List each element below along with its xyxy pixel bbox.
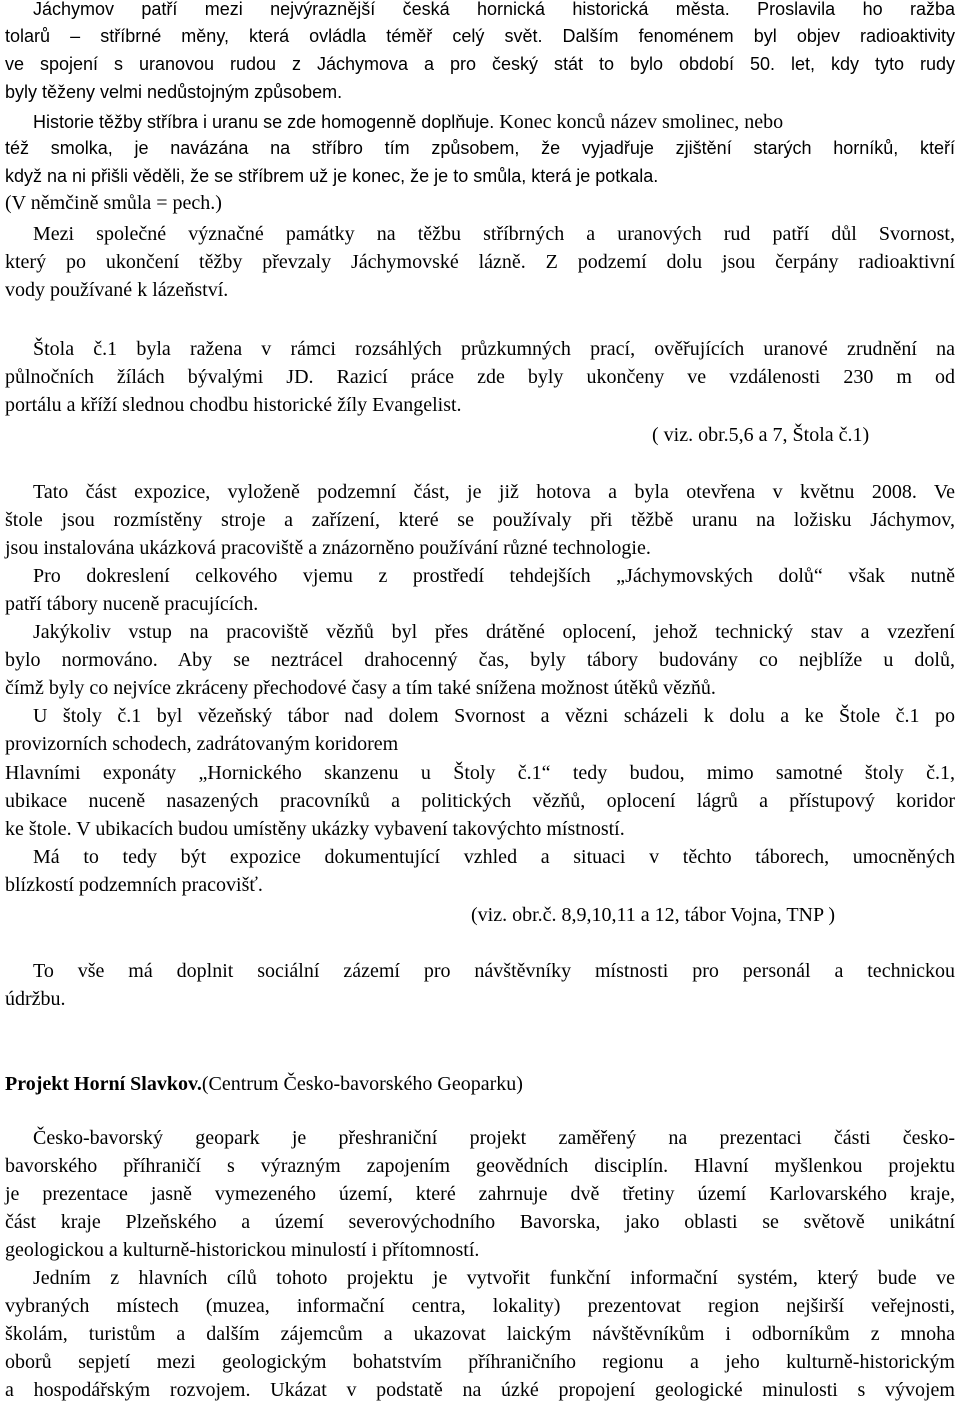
text-line: Jakýkoliv vstup na pracoviště vězňů byl přes drátěné oplocení, jehož technický stav a vzezření	[33, 621, 955, 643]
text-line: vybraných místech (muzea, informační centra, lokality) prezentovat region nejširší veřejnosti,	[5, 1295, 955, 1317]
text-line: Česko-bavorský geopark je přeshraniční projekt zaměřený na prezentaci části česko-	[33, 1127, 955, 1149]
section-heading-bold: Projekt Horní Slavkov.	[5, 1073, 202, 1095]
text-line: provizorních schodech, zadrátovaným koridorem	[5, 733, 399, 755]
text-line: Jáchymov patří mezi nejvýraznější česká hornická historická města. Proslavila ho ražba	[33, 0, 955, 19]
text-line: vody používané k lázeňství.	[5, 279, 229, 301]
text-line: a hospodářským rozvojem. Ukázat v podstatě na úzké propojení geologické minulosti s vývojem	[5, 1379, 955, 1401]
text-line: jsou instalována ukázková pracoviště a znázorněno používání různé technologie.	[5, 537, 651, 559]
text-line: je prezentace jasně vymezeného území, které zahrnuje dvě třetiny území Karlovarského kraje,	[5, 1183, 955, 1205]
text-line: Mezi společné význačné památky na těžbu stříbrných a uranových rud patří důl Svornost,	[33, 223, 955, 245]
history-lead: Historie těžby stříbra i uranu se zde homogenně doplňuje.	[33, 112, 495, 132]
text-line: portálu a kříží slednou chodbu historické žíly Evangelist.	[5, 394, 462, 416]
text-line: ubikace nuceně nasazených pracovníků a politických vězňů, oplocení lágrů a přístupový koridor	[5, 790, 955, 812]
section-heading-rest: (Centrum Česko-bavorského Geoparku)	[201, 1073, 523, 1095]
figure-reference: ( viz. obr.5,6 a 7, Štola č.1)	[652, 424, 870, 446]
text-line: Má to tedy být expozice dokumentující vzhled a situaci v těchto táborech, umocněných	[33, 846, 955, 868]
text-line: Hlavními exponáty „Hornického skanzenu u Štoly č.1“ tedy budou, mimo samotné štoly č.1,	[5, 762, 955, 784]
text-line: když na ni přišli věděli, že se stříbrem už je konec, že je to smůla, která je potkala.	[5, 166, 659, 186]
text-line: Tato část expozice, vyloženě podzemní část, je již hotova a byla otevřena v květnu 2008. Ve	[33, 481, 955, 503]
text-line: část kraje Plzeňského a území severovýchodního Bavorska, jako oblasti se světově unikátní	[5, 1211, 955, 1233]
text-line: štole jsou rozmístěny stroje a zařízení, které se používaly při těžbě uranu na ložisku Jáchymov,	[5, 509, 955, 531]
text-line: Štola č.1 byla ražena v rámci rozsáhlých průzkumných prací, ověřujících uranové zrudnění na	[33, 338, 955, 360]
text-line: patří tábory nuceně pracujících.	[5, 593, 259, 615]
text-line: školám, turistům a dalším zájemcům a ukazovat laickým návštěvníkům i odborníkům z mnoha	[5, 1323, 955, 1345]
text-line: čímž byly co nejvíce zkráceny přechodové časy a tím také snížena možnost útěků vězňů.	[5, 677, 716, 699]
text-line: ke štole. V ubikacích budou umístěny ukázky vybavení takovýchto místností.	[5, 818, 625, 840]
text-line: půlnočních žílách bývalými JD. Razicí práce zde byly ukončeny ve vzdálenosti 230 m od	[5, 366, 955, 388]
history-line	[33, 108, 783, 136]
text-line: oborů sepjetí mezi geologickým bohatstvím příhraničního regionu a jeho kulturně-historickým	[5, 1351, 955, 1373]
text-line: též smolka, je navázána na stříbro tím způsobem, že vyjadřuje zjištění starých horníků, kteří	[5, 138, 955, 158]
text-line: blízkostí podzemních pracovišť.	[5, 874, 263, 896]
text-line: bylo normováno. Aby se neztrácel drahocenný čas, byly tábory budovány co nejblíže u dolů,	[5, 649, 955, 671]
history-rest: Konec konců název smolinec, nebo	[499, 111, 784, 133]
figure-reference: (viz. obr.č. 8,9,10,11 a 12, tábor Vojna, TNP )	[471, 904, 836, 926]
text-line: U štoly č.1 byl vězeňský tábor nad dolem Svornost a vězni scházeli k dolu a ke Štole č.1 po	[33, 705, 955, 727]
text-line: údržbu.	[5, 988, 66, 1010]
text-line: Jedním z hlavních cílů tohoto projektu je vytvořit funkční informační systém, který bude ve	[33, 1267, 955, 1289]
section-heading	[5, 1070, 523, 1098]
text-line: byly těženy velmi nedůstojným způsobem.	[5, 82, 343, 102]
text-line: který po ukončení těžby převzaly Jáchymovské lázně. Z podzemí dolu jsou čerpány radioaktivní	[5, 251, 955, 273]
text-line: Pro dokreslení celkového vjemu z prostředí tehdejších „Jáchymovských dolů“ však nutně	[33, 565, 955, 587]
text-line: (V němčině smůla = pech.)	[5, 192, 222, 214]
text-line: geologickou a kulturně-historickou minulostí i přítomností.	[5, 1239, 480, 1261]
text-line: To vše má doplnit sociální zázemí pro návštěvníky místnosti pro personál a technickou	[33, 960, 955, 982]
text-line: tolarů – stříbrné měny, která ovládla téměř celý svět. Dalším fenoménem byl objev radioaktivity	[5, 26, 955, 46]
text-line: bavorského příhraničí s výrazným zapojením geovědních disciplín. Hlavní myšlenkou projektu	[5, 1155, 955, 1177]
text-line: ve spojení s uranovou rudou z Jáchymova a pro český stát to bylo období 50. let, kdy tyto rudy	[5, 54, 955, 74]
